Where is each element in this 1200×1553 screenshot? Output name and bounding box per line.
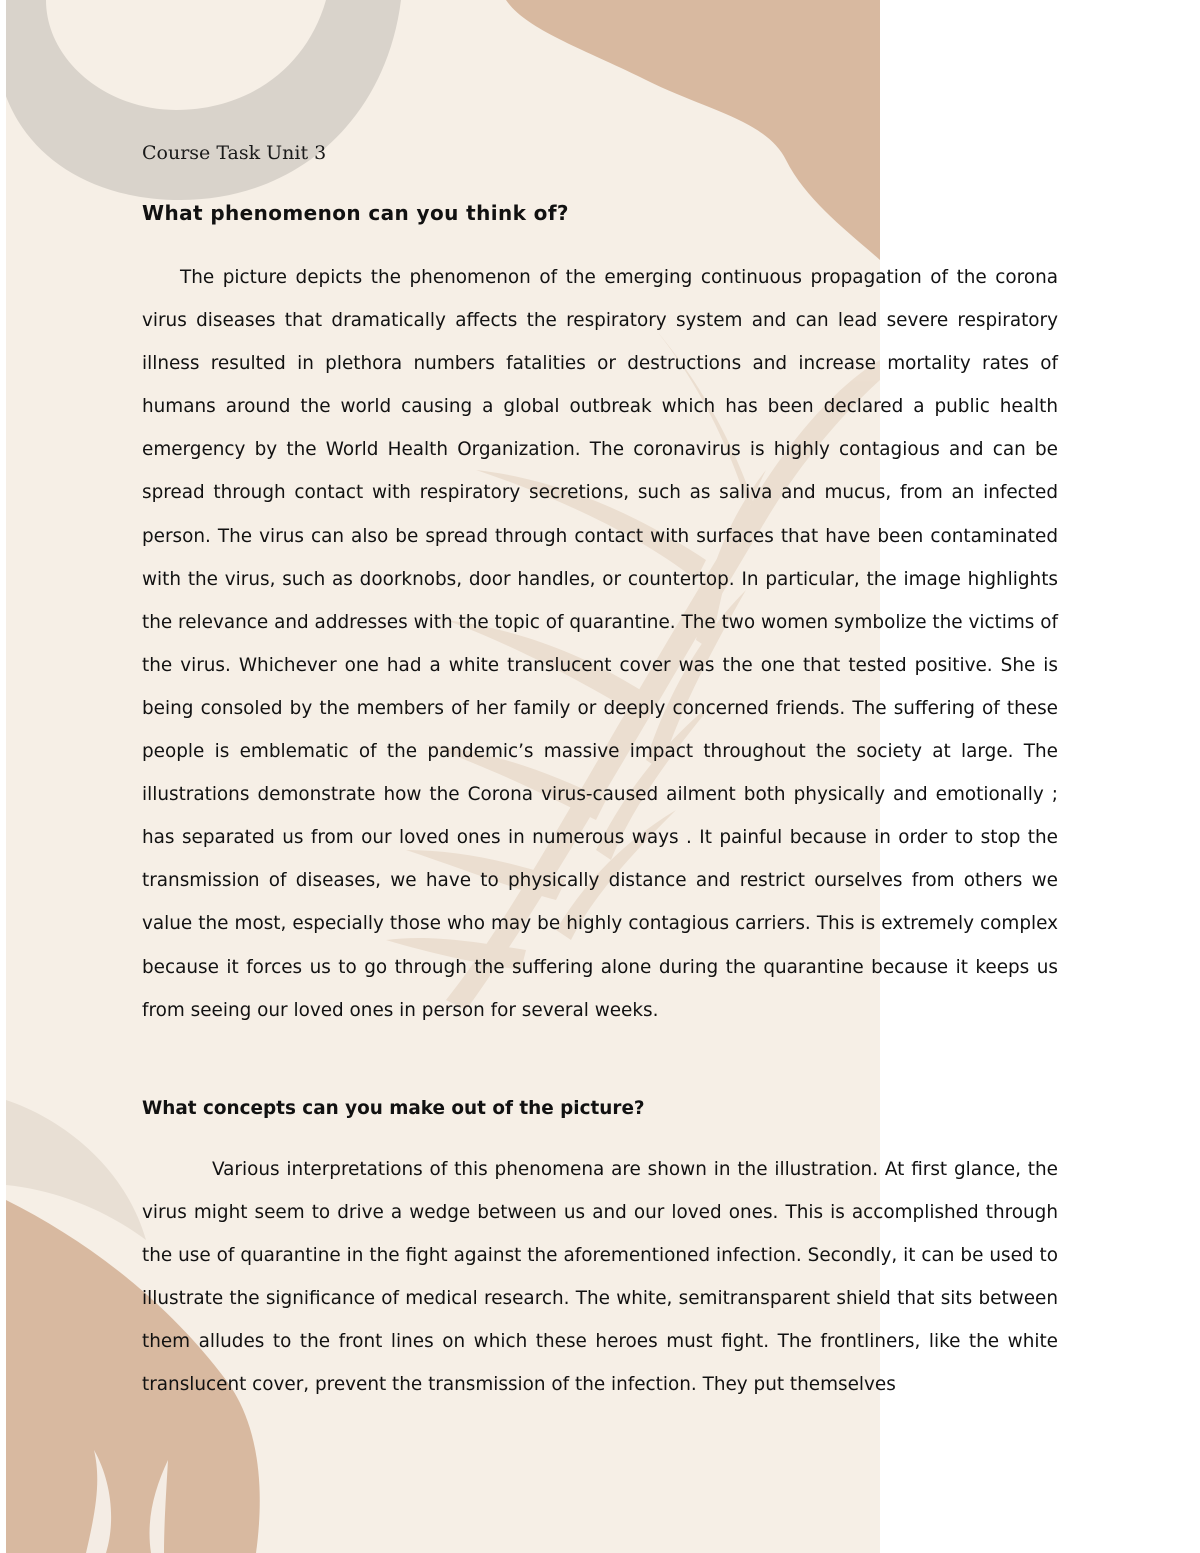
answer-2-paragraph: Various interpretations of this phenomena are shown in the illustration. At first glance, the virus might seem to drive a wedge between us and our loved ones. This is accomplished through the use of quarantine in the fight against the aforementioned infection. Secondly, it can be used to illustrate the significance of medical research. The white, semitransparent shield that sits between them alludes to the front lines on which these heroes must fight. The frontliners, like the white translucent cover, prevent the transmission of the infection. They put themselves (142, 1159, 1058, 1396)
course-task-label: Course Task Unit 3 (142, 142, 327, 164)
answer-1-paragraph: The picture depicts the phenomenon of the emerging continuous propagation of the corona virus diseases that dramatically affects the respiratory system and can lead severe respiratory illness resulted in plethora numbers fatalities or destructions and increase mortality rates of humans around the world causing a global outbreak which has been declared a public health emergency by the World Health Organization. The coronavirus is highly contagious and can be spread through contact with respiratory secretions, such as saliva and mucus, from an infected person. The virus can also be spread through contact with surfaces that have been contaminated with the virus, such as doorknobs, door handles, or countertop. In particular, the image highlights the relevance and addresses with the topic of quarantine. The two women symbolize the victims of the virus. Whichever one had a white translucent cover was the one that tested positive. She is being consoled by the members of her family or deeply concerned friends. The suffering of these people is emblematic of the pandemic’s massive impact throughout the society at large. The illustrations demonstrate how the Corona virus-caused ailment both physically and emotionally ; has separated us from our loved ones in numerous ways . It painful because in order to stop the transmission of diseases, we have to physically distance and restrict ourselves from others we value the most, especially those who may be highly contagious carriers. This is extremely complex because it forces us to go through the suffering alone during the quarantine because it keeps us from seeing our loved ones in person for several weeks. (142, 267, 1058, 1021)
question-1-heading: What phenomenon can you think of? (142, 201, 569, 225)
decorative-arc-shape (6, 0, 401, 200)
question-2-heading: What concepts can you make out of the picture? (142, 1098, 645, 1119)
